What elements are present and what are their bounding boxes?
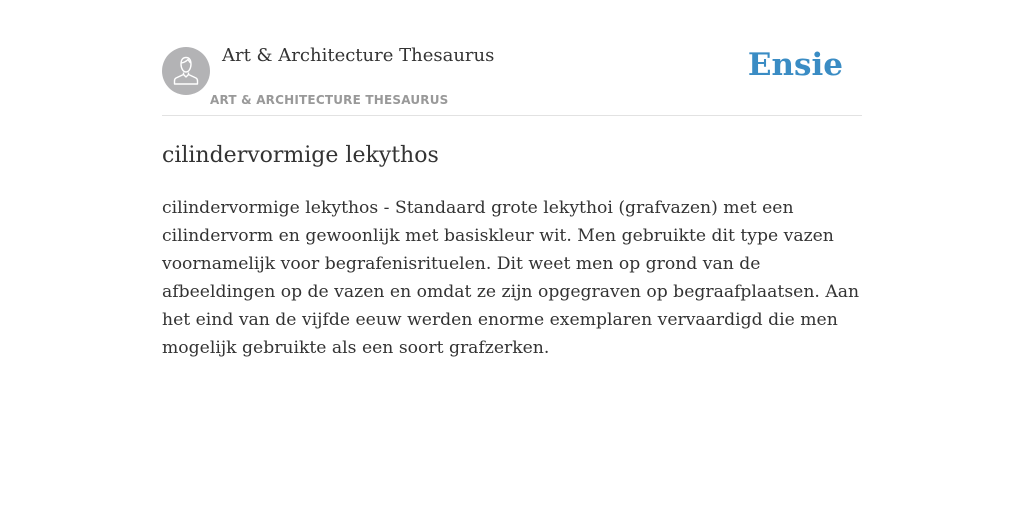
avatar[interactable]: [162, 47, 210, 95]
header: [162, 0, 862, 116]
user-icon: [162, 47, 210, 95]
definition-text: cilindervormige lekythos - Standaard grote lekythoi (grafvazen) met een cilindervorm en gewoonlijk met basiskleur wit. Men gebruikte dit type vazen voornamelijk voor begrafenisrituelen. Dit weet men op grond van de afbeeldingen op de vazen en omdat ze zijn opgegraven op begraafplaatsen. Aan het eind van de vijfde eeuw werden enorme exemplaren vervaardigd die men mogelijk gebruikte als een soort grafzerken.: [162, 198, 860, 358]
source-title-link[interactable]: Art & Architecture Thesaurus: [222, 45, 495, 66]
ensie-logo[interactable]: Ensie: [747, 47, 843, 83]
content-container: [162, 0, 862, 362]
source-subtitle: ART & ARCHITECTURE THESAURUS: [210, 93, 449, 107]
term-title: cilindervormige lekythos: [162, 143, 439, 168]
